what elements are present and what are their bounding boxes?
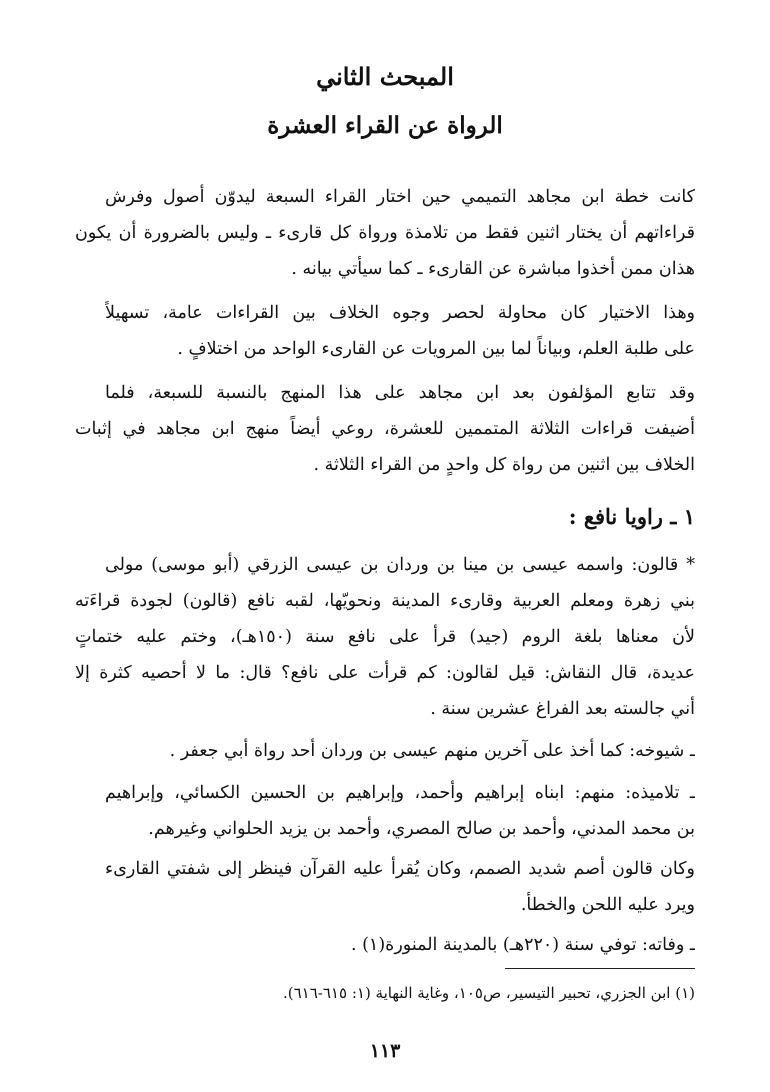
chapter-subtitle: الرواة عن القراء العشرة [267, 112, 503, 139]
paragraph-3-line-3: الخلاف بين اثنين من رواة كل واحدٍ من القراء الثلاثة . [313, 455, 695, 475]
qalun-line-3: لأن معناها بلغة الروم (جيد) قرأ على نافع سنة (١٥٠هـ)، وختم عليه ختماتٍ [75, 627, 695, 647]
paragraph-1-line-2: قراءاتهم أن يختار اثنين فقط من تلامذة ورواة كل قارىء ـ وليس بالضرورة أن يكون [75, 223, 695, 243]
shuyukh-line: ـ شيوخه: كما أخذ على آخرين منهم عيسى بن وردان أحد رواة أبي جعفر . [169, 741, 695, 761]
page-number: ١١٣ [369, 1040, 401, 1062]
footnote: (١) ابن الجزري، تحبير التيسير، ص١٠٥، وغاية النهاية (١: ٦١٥-٦١٦). [283, 984, 695, 1002]
section-title: ١ ـ راويا نافع : [568, 504, 695, 529]
chapter-title: المبحث الثاني [316, 62, 454, 91]
deaf-line-1: وكان قالون أصم شديد الصمم، وكان يُقرأ عليه القرآن فينظر إلى شفتي القارىء [105, 859, 695, 879]
deaf-line-2: ويرد عليه اللحن والخطأ. [520, 895, 695, 915]
qalun-line-4: عديدة، قال النقاش: قيل لقالون: كم قرأت على نافع؟ قال: ما لا أحصيه كثرة إلا [75, 663, 695, 683]
paragraph-2-line-2: على طلبة العلم، وبياناً لما بين المرويات عن القارىء الواحد من اختلافٍ . [177, 339, 695, 359]
paragraph-1-line-1: كانت خطة ابن مجاهد التميمي حين اختار القراء السبعة ليدوّن أصول وفرش [105, 187, 695, 207]
qalun-line-5: أني جالسته بعد الفراغ عشرين سنة . [430, 699, 695, 719]
paragraph-3-line-1: وقد تتابع المؤلفون بعد ابن مجاهد على هذا المنهج بالنسبة للسبعة، فلما [105, 383, 695, 403]
footnote-divider [505, 968, 695, 969]
wafat-line: ـ وفاته: توفي سنة (٢٢٠هـ) بالمدينة المنورة(١) . [350, 935, 695, 955]
talamidh-line-2: بن محمد المدني، وأحمد بن صالح المصري، وأحمد بن يزيد الحلواني وغيرهم. [148, 819, 695, 839]
paragraph-2-line-1: وهذا الاختيار كان محاولة لحصر وجوه الخلاف بين القراءات عامة، تسهيلاً [105, 303, 695, 323]
paragraph-1-line-3: هذان ممن أخذوا مباشرة عن القارىء ـ كما سيأتي بيانه . [291, 259, 695, 279]
paragraph-3-line-2: أضيفت قراءات الثلاثة المتممين للعشرة، روعي أيضاً منهج ابن مجاهد في إثبات [75, 419, 695, 439]
qalun-line-1: * قالون: واسمه عيسى بن مينا بن وردان بن عيسى الزرقي (أبو موسى) مولى [105, 555, 695, 575]
qalun-line-2: بني زهرة ومعلم العربية وقارىء المدينة ونحويّها، لقبه نافع (قالون) لجودة قراءَته [75, 591, 695, 611]
talamidh-line-1: ـ تلاميذه: منهم: ابناه إبراهيم وأحمد، وإبراهيم بن الحسين الكسائي، وإبراهيم [105, 783, 695, 803]
